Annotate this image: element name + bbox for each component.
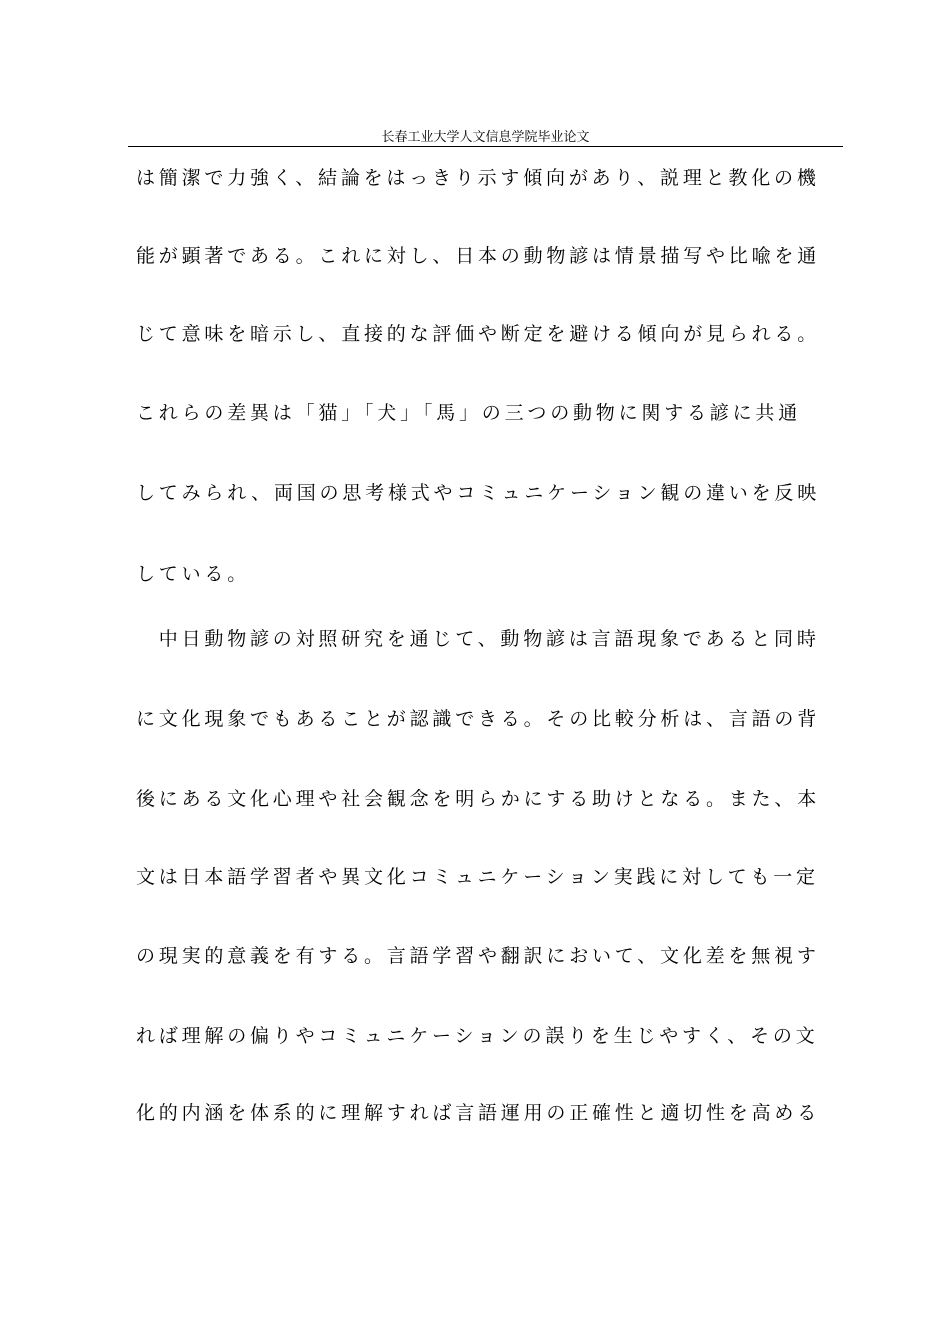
- body-line: 後にある文化心理や社会観念を明らかにする助けとなる。また、本: [136, 788, 821, 810]
- body-line: に文化現象でもあることが認識できる。その比較分析は、言語の背: [136, 708, 821, 730]
- body-line: してみられ、両国の思考様式やコミュニケーション観の違いを反映: [136, 482, 821, 504]
- header-rule: [128, 146, 843, 147]
- body-line: じて意味を暗示し、直接的な評価や断定を避ける傾向が見られる。: [136, 323, 821, 345]
- body-line: 中日動物諺の対照研究を通じて、動物諺は言語現象であると同時: [136, 628, 820, 650]
- body-line: している。: [136, 563, 251, 585]
- body-line: れば理解の偏りやコミュニケーションの誤りを生じやすく、その文: [136, 1025, 819, 1047]
- page-header: 长春工业大学人文信息学院毕业论文: [381, 130, 590, 145]
- body-line: これらの差異は「猫」「犬」「馬」の三つの動物に関する諺に共通: [136, 402, 802, 424]
- body-line: の現実的意義を有する。言語学習や翻訳において、文化差を無視す: [136, 945, 820, 967]
- body-line: 能が顕著である。これに対し、日本の動物諺は情景描写や比喩を通: [136, 245, 821, 267]
- body-line: は簡潔で力強く、結論をはっきり示す傾向があり、説理と教化の機: [136, 167, 820, 189]
- body-line: 化的内涵を体系的に理解すれば言語運用の正確性と適切性を高める: [136, 1102, 821, 1124]
- body-line: 文は日本語学習者や異文化コミュニケーション実践に対しても一定: [136, 866, 819, 888]
